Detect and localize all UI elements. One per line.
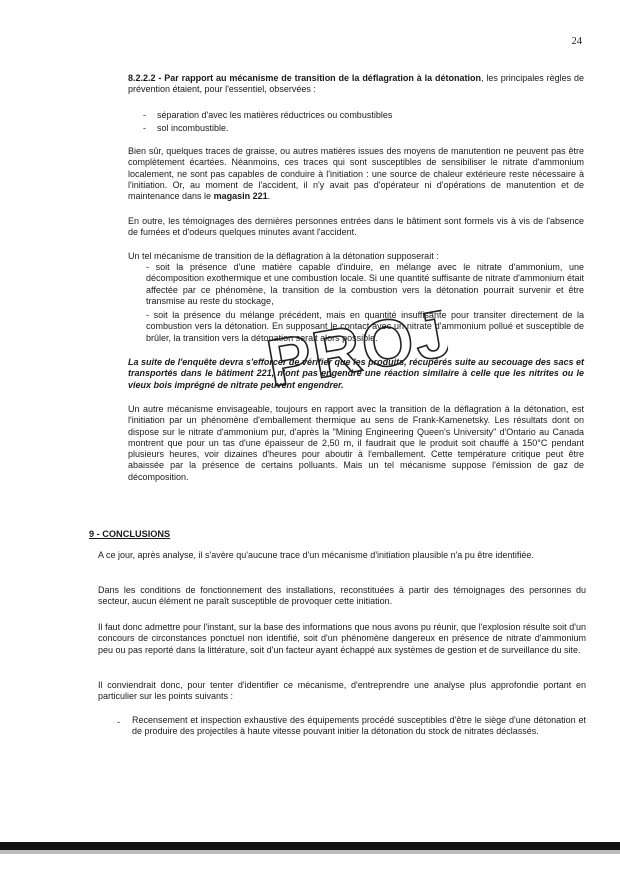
paragraph-suite-enquete: La suite de l'enquête devra s'efforcer de vérifier que les produits, récupérés suite au secouage des sacs et transportés dans le bâtiment 221, n'ont pas engendré une réaction similaire à celle que les nitrites ou le vieux bois imprégné de nitrate peuvent engendrer. <box>128 357 584 390</box>
paragraph-temoignages: En outre, les témoignages des dernières personnes entrées dans le bâtiment sont formels vis à vis de l'absence de fumées et d'odeurs quelques minutes avant l'accident. <box>128 216 584 238</box>
conclusion-paragraph-4: Il conviendrait donc, pour tenter d'identifier ce mécanisme, d'entreprendre une analyse plus approfondie portant en particulier sur les points suivants : <box>98 680 586 702</box>
svg-text:PROJET: PROJET <box>261 284 453 401</box>
conclusions-heading: 9 - CONCLUSIONS <box>89 529 171 539</box>
paragraph-traces <box>128 146 584 202</box>
paragraph-mecanisme-item-1: - soit la présence d'une matière capable d'induire, en mélange avec le nitrate d'ammonium, une décomposition exothermique et une combustion locale. Si une quantité suffisante de nitrate d'ammonium était affectée par ce phénomène, la transition de la combustion vers la détonation pourrait survenir et être transmise au reste du stockage, <box>146 262 584 306</box>
conclusion-paragraph-1: A ce jour, après analyse, il s'avère qu'aucune trace d'un mécanisme d'initiation plausible n'a pu être identifiée. <box>98 550 534 560</box>
paragraph-text: Bien sûr, quelques traces de graisse, ou autres matières issues des moyens de manutention ne peuvent pas être complètement écartées. Néanmoins, ces traces qui sont susceptibles de sensibiliser le nitrate d'ammonium localement, ne sont pas capables de conduire à l'initiation : une source de chaleur extérieure reste nécessaire à l'initiation. Or, au moment de l'accident, il n'y avait pas d'opérateur ni d'opérations de manutention et de maintenance dans le <box>128 146 584 202</box>
list-item: sol incombustible. <box>157 123 229 133</box>
section-8222-rest: , les principales règles de prévention étaient, pour l'essentiel, observées : <box>128 73 584 95</box>
paragraph-text: . <box>267 191 271 202</box>
conclusion-paragraph-3: Il faut donc admettre pour l'instant, sur la base des informations que nous avons pu réunir, que l'explosion résulte soit d'un concours de circonstances ponctuel non identifié, soit d'un phénomène dangereux en présence de nitrate d'ammonium peu ou pas reporté dans la littérature, soit d'un facteur ayant échappé aux systèmes de gestion et de surveillance du site. <box>98 622 586 655</box>
paragraph-mecanisme-item-2: - soit la présence du mélange précédent, mais en quantité insuffisante pour transiter directement de la combustion vers la détonation. En supposant le contact avec un nitrate d'ammonium pollué et susceptible de brûler, la transition vers la détonation serait alors possible. <box>146 310 584 343</box>
conclusion-bullet-item: Recensement et inspection exhaustive des équipements procédé susceptibles d'être le siège d'une détonation et de produire des projectiles à haute vitesse pouvant initier la détonation du stock de nitrates déclassés. <box>132 715 586 737</box>
list-item: séparation d'avec les matières réductrices ou combustibles <box>157 110 393 120</box>
section-8222-title: 8.2.2.2 - Par rapport au mécanisme de transition de la déflagration à la détonation <box>128 73 481 83</box>
paragraph-mecanisme-intro: Un tel mécanisme de transition de la déflagration à la détonation supposerait : <box>128 251 439 261</box>
footer-scan-bar <box>0 842 620 850</box>
page-number: 24 <box>571 36 582 47</box>
bullet-dash: - <box>143 110 146 120</box>
footer-scan-noise <box>0 850 620 854</box>
paragraph-frank-kamenetsky: Un autre mécanisme envisageable, toujours en rapport avec la transition de la déflagration à la détonation, est l'initiation par un phénomène d'emballement thermique au sens de Frank-Kamenetsky. Les résultats dont on dispose sur le nitrate d'ammonium pur, d'après la "Mining Engineering Queen's University" d'Ontario au Canada montrent que pour un tas d'une épaisseur de 2,50 m, il faudrait que le produit soit chauffé à 150°C pendant plusieurs heures, voir dizaines d'heures pour aboutir à l'emballement. Cette température critique peut être abaissée par la présence de certains polluants. Mais un tel mécanisme suppose l'émission de gaz de décomposition. <box>128 404 584 482</box>
bullet-dash: - <box>117 717 120 727</box>
magasin-221-label: magasin 221 <box>213 191 268 202</box>
conclusion-paragraph-2: Dans les conditions de fonctionnement des installations, reconstituées à partir des témoignages des personnes du secteur, aucun élément ne paraît susceptible de provoquer cette initiation. <box>98 585 586 607</box>
bullet-dash: - <box>143 123 146 133</box>
section-8222-paragraph <box>128 73 584 96</box>
